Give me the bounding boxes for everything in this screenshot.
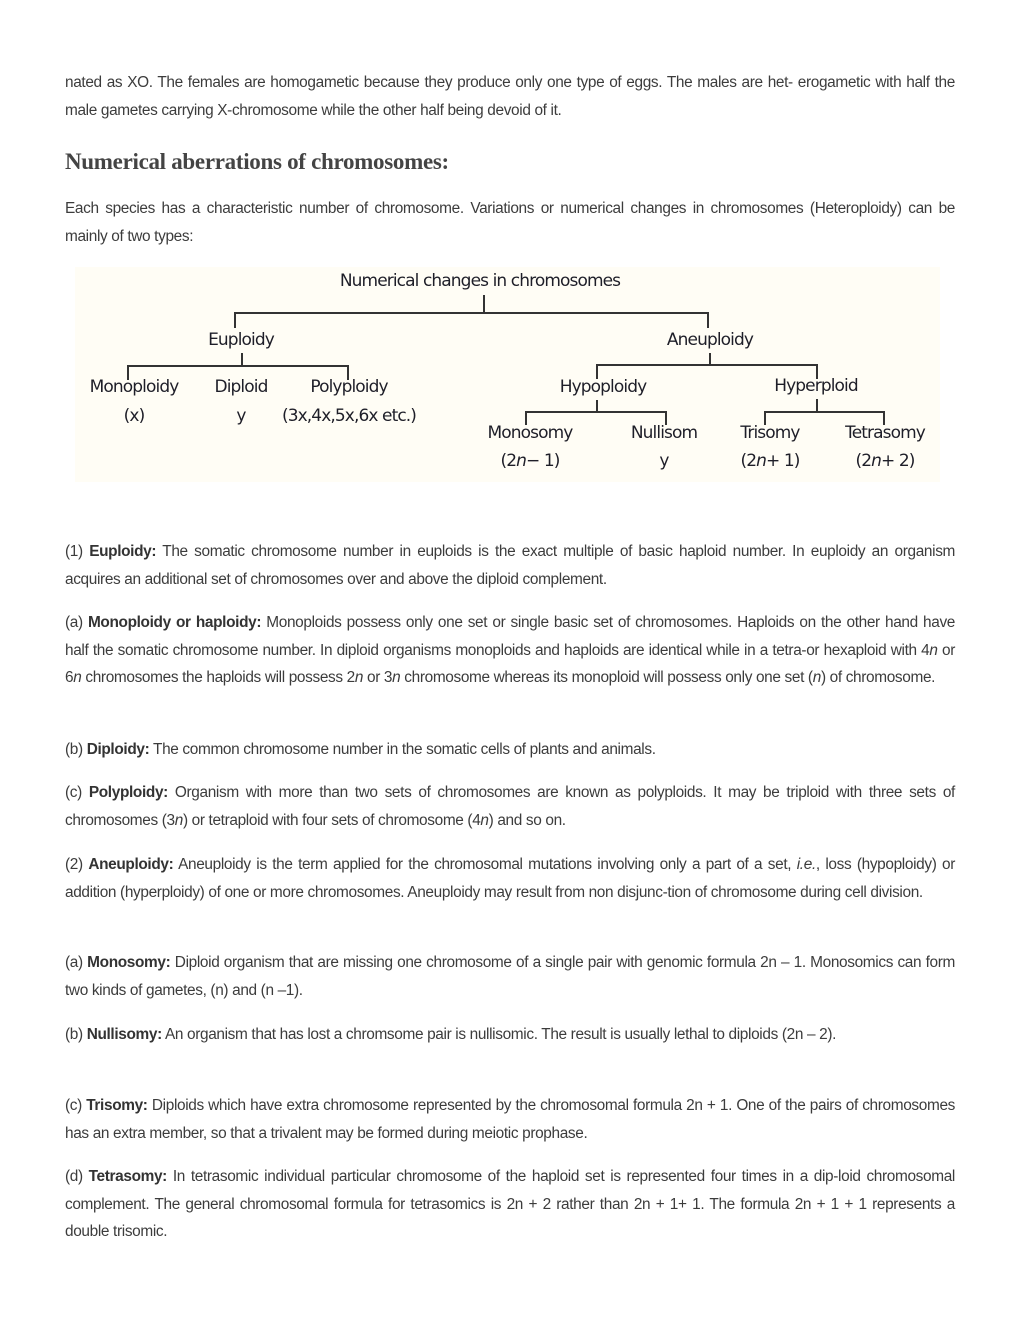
- intro-line-2: erogametic with half the male gametes carrying X-chromosome while the other half being devoid of it.: [65, 74, 955, 119]
- connector: [127, 365, 349, 367]
- section-heading: Numerical aberrations of chromosomes:: [65, 149, 449, 174]
- term-trisomy: Trisomy:: [86, 1097, 148, 1114]
- diagram-euploidy: Euploidy: [208, 330, 274, 350]
- paragraph-euploidy: (1) Euploidy: The somatic chromosome number in euploids is the exact multiple of basic haploid number. In euploidy an organism acquires an additional set of chromosomes over and above the diploid complement.: [65, 543, 956, 588]
- diagram-monosomy-formula: (2n− 1): [500, 451, 560, 471]
- connector: [707, 312, 709, 328]
- term-monoploidy: Monoploidy or haploidy:: [87, 614, 262, 631]
- intro-line-1: nated as XO. The females are homogametic because they produce only one type of eggs. The males are het-: [65, 74, 793, 91]
- lead-paragraph: Each species has a characteristic number of chromosome. Variations or numerical changes in chromosomes (Heteroploidy) can be mainly of two types:: [65, 200, 955, 245]
- connector: [596, 364, 818, 366]
- connector: [234, 312, 236, 328]
- diagram-tetrasomy-formula: (2n+ 2): [855, 451, 915, 471]
- paragraph-aneuploidy: (2) Aneuploidy: Aneuploidy is the term applied for the chromosomal mutations involving only a part of a set, i.e., loss (hypoploidy) or addition (hyperploidy) of one or more chromosomes. Aneuploidy may result from non disjunc-tion of chromosome during cell division.: [65, 856, 956, 901]
- paragraph-nullisomy: (b) Nullisomy: An organism that has lost a chromsome pair is nullisomic. The result is usually lethal to diploids (2n – 2).: [65, 1026, 837, 1043]
- diagram-monosomy: Monosomy: [487, 423, 573, 443]
- term-polyploidy: Polyploidy:: [88, 784, 168, 801]
- term-euploidy: Euploidy:: [89, 543, 157, 560]
- term-tetrasomy: Tetrasomy:: [88, 1168, 167, 1185]
- connector: [483, 295, 485, 313]
- term-monosomy: Monosomy:: [87, 954, 171, 971]
- intro-paragraph: [65, 69, 955, 124]
- diagram-nullisomy: Nullisom: [630, 423, 698, 443]
- diagram-monoploidy: Monoploidy: [89, 377, 179, 397]
- diagram-aneuploidy: Aneuploidy: [666, 330, 754, 350]
- diagram-trisomy-formula: (2n+ 1): [740, 451, 800, 471]
- paragraph-monoploidy: (a) Monoploidy or haploidy: Monoploids possess only one set or single basic set of chromosomes. Haploids on the other hand have half the somatic chromosome number. In diploid organisms monoploids and haploids are identical while in a tetra-or hexaploid with 4n or 6n chromosomes the haploids will possess 2n or 3n chromosome whereas its monoploid will possess only one set (n) of chromosome.: [65, 614, 955, 686]
- diagram-hypoploidy: Hypoploidy: [559, 377, 647, 397]
- term-diploidy: Diploidy:: [86, 741, 150, 758]
- diagram-hyperploid: Hyperploid: [774, 376, 858, 396]
- term-aneuploidy: Aneuploidy:: [88, 856, 174, 873]
- paragraph-trisomy: (c) Trisomy: Diploids which have extra chromosome represented by the chromosomal formula 2n + 1. One of the pairs of chromosomes has an extra member, so that a trivalent may be formed during meiotic prophase.: [65, 1097, 955, 1142]
- connector: [764, 411, 885, 413]
- term-nullisomy: Nullisomy:: [86, 1026, 162, 1043]
- paragraph-diploidy: (b) Diploidy: The common chromosome number in the somatic cells of plants and animals.: [65, 741, 656, 758]
- diagram-root: Numerical changes in chromosomes: [339, 271, 621, 291]
- paragraph-tetrasomy: (d) Tetrasomy: In tetrasomic individual particular chromosome of the haploid set is represented four times in a dip-loid chromosomal complement. The general chromosomal formula for tetrasomics is 2n + 2 rather than 2n + 1+ 1. The formula 2n + 1 + 1 represents a double trisomic.: [65, 1168, 955, 1240]
- connector: [525, 411, 667, 413]
- paragraph-polyploidy: (c) Polyploidy: Organism with more than two sets of chromosomes are known as polyploids. It may be triploid with three sets of chromosomes (3n) or tetraploid with four sets of chromosome (4n) and so on.: [65, 784, 955, 829]
- diagram-monoploidy-formula: (x): [123, 406, 145, 426]
- paragraph-monosomy: (a) Monosomy: Diploid organism that are missing one chromosome of a single pair with genomic formula 2n – 1. Monosomics can form two kinds of gametes, (n) and (n –1).: [65, 954, 955, 999]
- diagram-trisomy: Trisomy: [740, 423, 800, 443]
- chromosome-changes-diagram: [75, 267, 940, 482]
- connector: [234, 312, 709, 314]
- diagram-diploid-formula: y: [236, 406, 246, 426]
- diagram-nullisomy-formula: y: [659, 451, 669, 471]
- diagram-polyploidy-formula: (3x,4x,5x,6x etc.): [281, 406, 417, 426]
- diagram-tetrasomy: Tetrasomy: [845, 423, 925, 443]
- diagram-diploid: Diploid: [214, 377, 268, 397]
- diagram-polyploidy: Polyploidy: [310, 377, 388, 397]
